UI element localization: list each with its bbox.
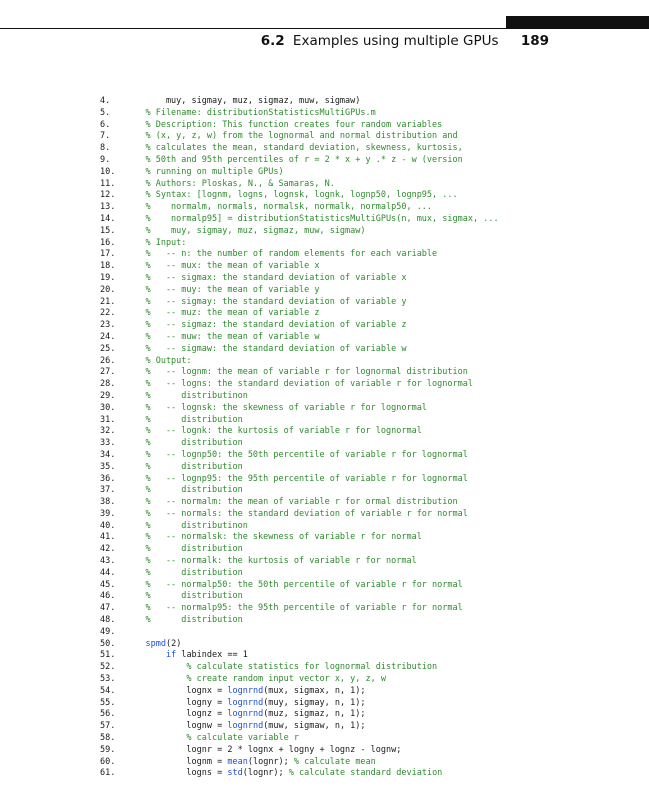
line-number: 34. (100, 449, 116, 460)
code-comment: % distribution (125, 615, 243, 626)
code-comment: % calculate standard deviation (288, 768, 443, 779)
code-line (100, 344, 620, 356)
code-line (100, 662, 620, 674)
code-comment: % -- sigmaz: the standard deviation of variable z (125, 320, 407, 331)
header-rule (0, 28, 649, 29)
code-line (100, 639, 620, 651)
line-number: 32. (100, 426, 116, 437)
code-text: (mux, sigmax, n, 1); (263, 685, 366, 696)
code-keyword: if (165, 650, 177, 661)
code-keyword: spmd (145, 638, 166, 649)
code-line (100, 214, 620, 226)
code-line (100, 462, 620, 474)
code-comment: % create random input vector x, y, z, w (125, 674, 386, 685)
code-line (100, 415, 620, 427)
code-text: lognx = (125, 685, 228, 696)
code-comment: % muy, sigmay, muz, sigmaz, muw, sigmaw) (125, 225, 366, 236)
line-number: 11. (100, 178, 116, 189)
code-line (100, 332, 620, 344)
line-number: 24. (100, 331, 116, 342)
line-number: 39. (100, 508, 116, 519)
page-number: 189 (520, 33, 549, 49)
line-number: 22. (100, 308, 116, 319)
code-listing (100, 96, 620, 780)
line-number: 17. (100, 249, 116, 260)
line-number: 60. (100, 756, 116, 767)
code-comment: % Syntax: [lognm, logns, lognsk, lognk, lognp50, lognp95, ... (125, 190, 458, 201)
code-line (100, 155, 620, 167)
code-line (100, 709, 620, 721)
code-line (100, 674, 620, 686)
line-number: 30. (100, 402, 116, 413)
code-line (100, 745, 620, 757)
code-comment: % -- lognp50: the 50th percentile of variable r for lognormal (125, 449, 468, 460)
code-line (100, 285, 620, 297)
code-comment: % -- normalsk: the skewness of variable r for normal (125, 532, 422, 543)
code-text (125, 650, 166, 660)
code-line (100, 426, 620, 438)
code-keyword: std (227, 768, 243, 779)
code-line (100, 249, 620, 261)
line-number: 5. (100, 107, 111, 118)
code-keyword: lognrnd (227, 721, 264, 732)
code-line (100, 108, 620, 120)
code-comment: % calculates the mean, standard deviation, skewness, kurtosis, (125, 143, 463, 154)
code-comment: % -- mux: the mean of variable x (125, 261, 320, 272)
code-line (100, 768, 620, 780)
code-line (100, 580, 620, 592)
code-comment: % Authors: Ploskas, N., & Samaras, N. (125, 178, 335, 189)
code-line (100, 485, 620, 497)
code-line (100, 650, 620, 662)
code-line (100, 757, 620, 769)
line-number: 58. (100, 733, 116, 744)
code-keyword: mean (227, 756, 248, 767)
code-line (100, 403, 620, 415)
line-number: 8. (100, 143, 111, 154)
code-line (100, 143, 620, 155)
line-number: 20. (100, 284, 116, 295)
code-line (100, 591, 620, 603)
code-line (100, 96, 620, 108)
code-line (100, 568, 620, 580)
section-number: 6.2 (260, 33, 285, 49)
line-number: 50. (100, 638, 116, 649)
line-number: 12. (100, 190, 116, 201)
code-line (100, 379, 620, 391)
line-number: 38. (100, 497, 116, 508)
code-comment: % -- normalm: the mean of variable r for ormal distribution (125, 497, 458, 508)
code-line (100, 226, 620, 238)
code-comment: % -- lognsk: the skewness of variable r for lognormal (125, 402, 427, 413)
code-comment: % -- normalp95: the 95th percentile of variable r for normal (125, 603, 463, 614)
code-keyword: lognrnd (227, 685, 264, 696)
code-comment: % -- sigmay: the standard deviation of variable y (125, 296, 407, 307)
code-line (100, 686, 620, 698)
line-number: 7. (100, 131, 111, 142)
line-number: 53. (100, 674, 116, 685)
code-comment: % 50th and 95th percentiles of r = 2 * x + y .* z - w (version (125, 154, 463, 165)
code-line (100, 167, 620, 179)
code-comment: % -- lognk: the kurtosis of variable r for lognormal (125, 426, 422, 437)
code-text: (muy, sigmay, n, 1); (263, 697, 366, 708)
code-line (100, 356, 620, 368)
code-line (100, 497, 620, 509)
code-comment: % normalp95] = distributionStatisticsMultiGPUs(n, mux, sigmax, ... (125, 213, 499, 224)
code-comment: % calculate mean (293, 756, 376, 767)
code-comment: % -- muz: the mean of variable z (125, 308, 320, 319)
code-line (100, 131, 620, 143)
code-line (100, 698, 620, 710)
code-comment: % -- sigmax: the standard deviation of variable x (125, 272, 407, 283)
code-text: lognz = (125, 709, 228, 720)
code-comment: % -- normals: the standard deviation of variable r for normal (125, 508, 468, 519)
code-text: (lognr); (247, 756, 294, 767)
line-number: 37. (100, 485, 116, 496)
code-comment: % -- muy: the mean of variable y (125, 284, 320, 295)
code-comment: % -- logns: the standard deviation of variable r for lognormal (125, 379, 473, 390)
code-line (100, 450, 620, 462)
line-number: 23. (100, 320, 116, 331)
line-number: 31. (100, 414, 116, 425)
code-line (100, 261, 620, 273)
code-text (125, 639, 145, 649)
code-line (100, 308, 620, 320)
line-number: 40. (100, 520, 116, 531)
line-number: 44. (100, 567, 116, 578)
line-number: 36. (100, 473, 116, 484)
line-number: 4. (100, 96, 111, 106)
code-text: logny = (125, 697, 228, 708)
code-comment: % Input: (125, 237, 187, 248)
code-comment: % distribution (125, 567, 243, 578)
code-comment: % distribution (125, 591, 243, 602)
code-comment: % distribution (125, 544, 243, 555)
code-line (100, 367, 620, 379)
code-line (100, 544, 620, 556)
code-text: (2) (165, 638, 182, 649)
code-text: (lognr); (242, 768, 289, 779)
code-comment: % -- normalk: the kurtosis of variable r for normal (125, 556, 417, 567)
code-line (100, 474, 620, 486)
code-comment: % Output: (125, 355, 192, 366)
code-line (100, 391, 620, 403)
code-text: (muz, sigmaz, n, 1); (263, 709, 366, 720)
code-comment: % -- muw: the mean of variable w (125, 331, 320, 342)
code-line (100, 297, 620, 309)
code-comment: % distribution (125, 461, 243, 472)
code-comment: % distributinon (125, 390, 248, 401)
line-number: 48. (100, 615, 116, 626)
code-comment: % -- normalp50: the 50th percentile of variable r for normal (125, 579, 463, 590)
code-line (100, 556, 620, 568)
line-number: 25. (100, 343, 116, 354)
line-number: 43. (100, 556, 116, 567)
line-number: 6. (100, 119, 111, 130)
code-line (100, 202, 620, 214)
code-text: muy, sigmay, muz, sigmaz, muw, sigmaw) (125, 96, 361, 106)
code-comment: % -- n: the number of random elements for each variable (125, 249, 438, 260)
code-comment: % distribution (125, 438, 243, 449)
code-line (100, 120, 620, 132)
line-number: 45. (100, 579, 116, 590)
code-comment: % distribution (125, 485, 243, 496)
line-number: 42. (100, 544, 116, 555)
code-line (100, 615, 620, 627)
code-comment: % (x, y, z, w) from the lognormal and normal distribution and (125, 131, 458, 142)
code-line (100, 238, 620, 250)
code-line (100, 273, 620, 285)
line-number: 55. (100, 697, 116, 708)
code-text: logns = (125, 768, 228, 779)
code-line (100, 721, 620, 733)
code-text: lognw = (125, 721, 228, 732)
line-number: 28. (100, 379, 116, 390)
code-line (100, 521, 620, 533)
line-number: 54. (100, 685, 116, 696)
line-number: 56. (100, 709, 116, 720)
line-number: 52. (100, 662, 116, 673)
line-number: 35. (100, 461, 116, 472)
line-number: 51. (100, 650, 116, 661)
line-number: 21. (100, 296, 116, 307)
line-number: 27. (100, 367, 116, 378)
line-number: 9. (100, 154, 111, 165)
line-number: 49. (100, 626, 116, 637)
code-text: lognm = (125, 756, 228, 767)
line-number: 47. (100, 603, 116, 614)
code-keyword: lognrnd (227, 709, 264, 720)
code-line (100, 179, 620, 191)
line-number: 15. (100, 225, 116, 236)
line-number: 46. (100, 591, 116, 602)
code-comment: % -- sigmaw: the standard deviation of variable w (125, 343, 407, 354)
line-number: 13. (100, 202, 116, 213)
line-number: 19. (100, 272, 116, 283)
code-text: (muw, sigmaw, n, 1); (263, 721, 366, 732)
running-head (261, 33, 549, 49)
code-comment: % -- lognm: the mean of variable r for lognormal distribution (125, 367, 468, 378)
code-line (100, 320, 620, 332)
code-comment: % Description: This function creates four random variables (125, 119, 443, 130)
code-line (100, 509, 620, 521)
line-number: 59. (100, 744, 116, 755)
line-number: 61. (100, 768, 116, 779)
code-comment: % distributinon (125, 520, 248, 531)
code-text: labindex == 1 (176, 650, 248, 661)
code-keyword: lognrnd (227, 697, 264, 708)
code-comment: % running on multiple GPUs) (125, 166, 284, 177)
code-comment: % distribution (125, 414, 243, 425)
code-line (100, 532, 620, 544)
code-comment: % -- lognp95: the 95th percentile of variable r for lognormal (125, 473, 468, 484)
line-number: 10. (100, 166, 116, 177)
header-black-bar (506, 16, 649, 28)
line-number: 16. (100, 237, 116, 248)
section-title: Examples using multiple GPUs (292, 33, 499, 49)
line-number: 26. (100, 355, 116, 366)
line-number: 33. (100, 438, 116, 449)
code-line (100, 627, 620, 639)
code-comment: % calculate statistics for lognormal distribution (125, 662, 438, 673)
line-number: 29. (100, 390, 116, 401)
line-number: 18. (100, 261, 116, 272)
line-number: 41. (100, 532, 116, 543)
code-comment: % calculate variable r (125, 733, 299, 744)
code-comment: % Filename: distributionStatisticsMultiGPUs.m (125, 107, 376, 118)
code-line (100, 603, 620, 615)
code-comment: % normalm, normals, normalsk, normalk, normalp50, ... (125, 202, 433, 213)
code-text: lognr = 2 * lognx + logny + lognz - lognw; (125, 744, 402, 755)
code-line (100, 438, 620, 450)
line-number: 57. (100, 721, 116, 732)
line-number: 14. (100, 213, 116, 224)
code-line (100, 733, 620, 745)
code-line (100, 190, 620, 202)
